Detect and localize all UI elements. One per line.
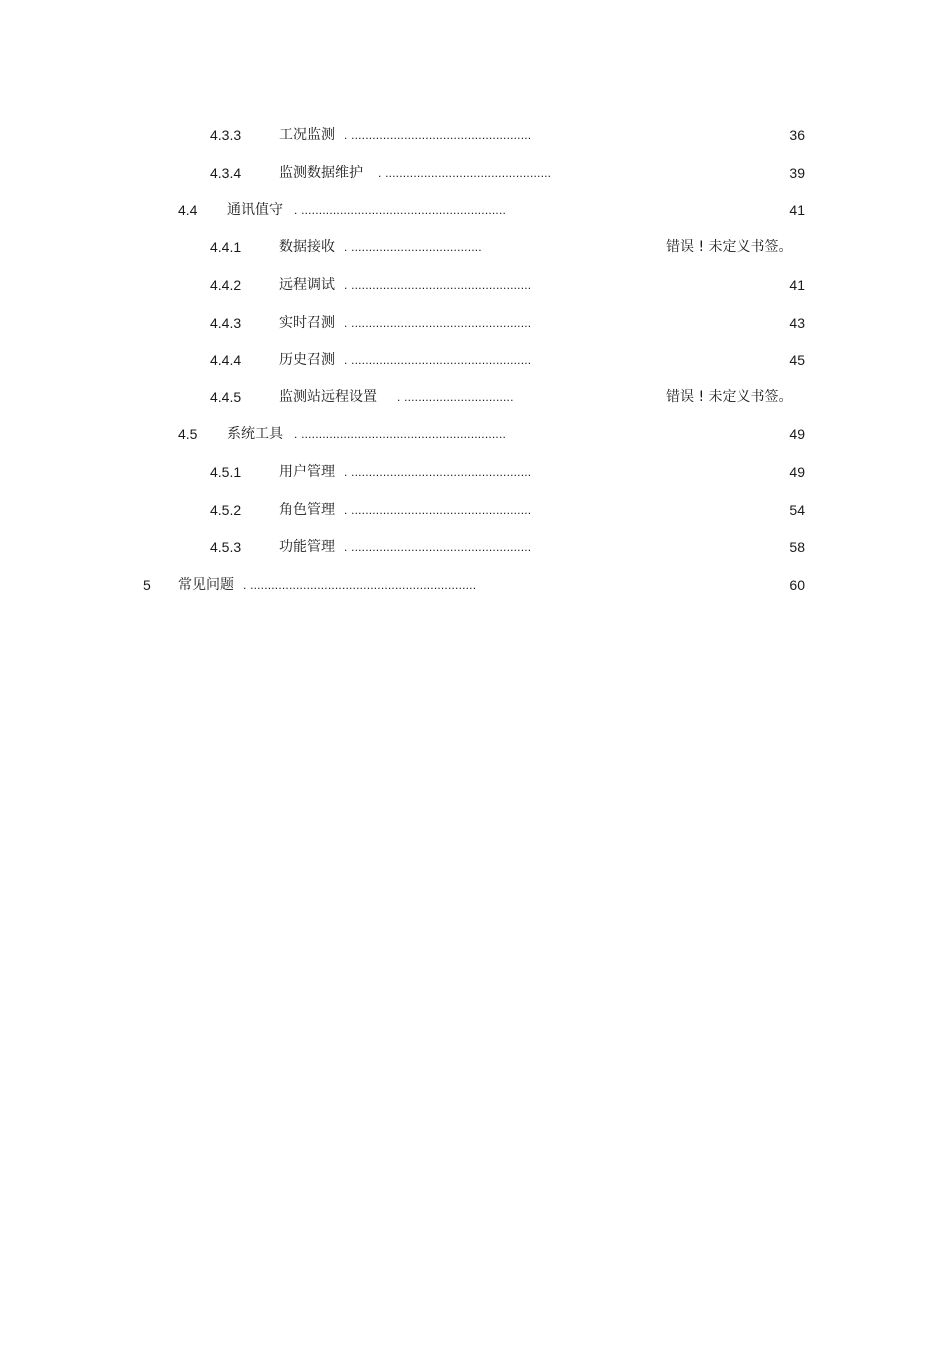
toc-entry-page: 41 <box>789 202 805 218</box>
toc-entry-title: 系统工具 <box>227 426 283 442</box>
toc-entry-page: 49 <box>789 426 805 442</box>
toc-entry-4-3-3[interactable] <box>0 124 950 146</box>
toc-entry-number: 4.4.2 <box>210 277 242 293</box>
toc-entry-title: 数据接收 <box>279 239 335 255</box>
toc-entry-title: 功能管理 <box>279 539 335 555</box>
toc-entry-number: 4.4.3 <box>210 315 242 331</box>
toc-entry-leader: . ................................................................ <box>243 578 477 592</box>
toc-entry-4-3-4[interactable] <box>0 162 950 184</box>
toc-entry-title: 历史召测 <box>279 352 335 368</box>
toc-entry-title: 常见问题 <box>178 577 234 593</box>
toc-entry-4-5-3[interactable] <box>0 536 950 558</box>
toc-entry-title: 工况监测 <box>279 127 335 143</box>
toc-entry-leader: . ................................................... <box>344 353 532 367</box>
toc-entry-number: 4.5.2 <box>210 502 242 518</box>
toc-entry-title: 通讯值守 <box>227 202 283 218</box>
toc-entry-4-4-2[interactable] <box>0 274 950 296</box>
toc-entry-4-5-1[interactable] <box>0 461 950 483</box>
toc-entry-4-4[interactable] <box>0 199 950 221</box>
toc-entry-page: 54 <box>789 502 805 518</box>
toc-entry-number: 4.4.4 <box>210 352 242 368</box>
toc-entry-leader: . ................................................... <box>344 316 532 330</box>
toc-entry-page-error: 错误 ! 未定义书签。 <box>666 239 793 255</box>
toc-entry-title: 角色管理 <box>279 502 335 518</box>
toc-entry-page: 49 <box>789 464 805 480</box>
toc-entry-leader: . ................................................... <box>344 540 532 554</box>
toc-entry-4-4-1[interactable] <box>0 236 950 258</box>
toc-entry-page: 43 <box>789 315 805 331</box>
toc-entry-leader: . ..................................... <box>344 240 482 254</box>
toc-entry-title: 监测数据维护 <box>279 165 363 181</box>
toc-entry-page-error: 错误 ! 未定义书签。 <box>666 389 793 405</box>
toc-entry-page: 58 <box>789 539 805 555</box>
toc-entry-page: 45 <box>789 352 805 368</box>
toc-entry-number: 4.4.5 <box>210 389 242 405</box>
toc-entry-number: 4.4.1 <box>210 239 242 255</box>
toc-entry-4-5-2[interactable] <box>0 499 950 521</box>
toc-entry-leader: . ................................................... <box>344 503 532 517</box>
toc-entry-leader: . ................................................... <box>344 465 532 479</box>
toc-entry-title: 用户管理 <box>279 464 335 480</box>
toc-entry-5[interactable] <box>0 574 950 596</box>
toc-entry-number: 4.5.3 <box>210 539 242 555</box>
toc-entry-page: 39 <box>789 165 805 181</box>
toc-entry-number: 4.4 <box>178 202 198 218</box>
toc-entry-leader: . ............................................... <box>378 166 552 180</box>
toc-entry-page: 36 <box>789 127 805 143</box>
toc-entry-number: 4.5 <box>178 426 198 442</box>
toc-entry-page: 41 <box>789 277 805 293</box>
toc-entry-number: 4.3.4 <box>210 165 242 181</box>
toc-entry-leader: . ................................................... <box>344 128 532 142</box>
toc-entry-title: 远程调试 <box>279 277 335 293</box>
toc-entry-leader: . .......................................................... <box>294 427 507 441</box>
toc-entry-title: 监测站远程设置 <box>279 389 377 405</box>
toc-entry-page: 60 <box>789 577 805 593</box>
toc-entry-number: 5 <box>143 577 151 593</box>
toc-entry-4-4-5[interactable] <box>0 386 950 408</box>
toc-entry-leader: . ................................................... <box>344 278 532 292</box>
toc-entry-4-4-3[interactable] <box>0 312 950 334</box>
toc-entry-leader: . .......................................................... <box>294 203 507 217</box>
toc-entry-number: 4.5.1 <box>210 464 242 480</box>
toc-entry-leader: . ............................... <box>397 390 514 404</box>
toc-entry-title: 实时召测 <box>279 315 335 331</box>
toc-entry-number: 4.3.3 <box>210 127 242 143</box>
toc-entry-4-4-4[interactable] <box>0 349 950 371</box>
toc-entry-4-5[interactable] <box>0 423 950 445</box>
